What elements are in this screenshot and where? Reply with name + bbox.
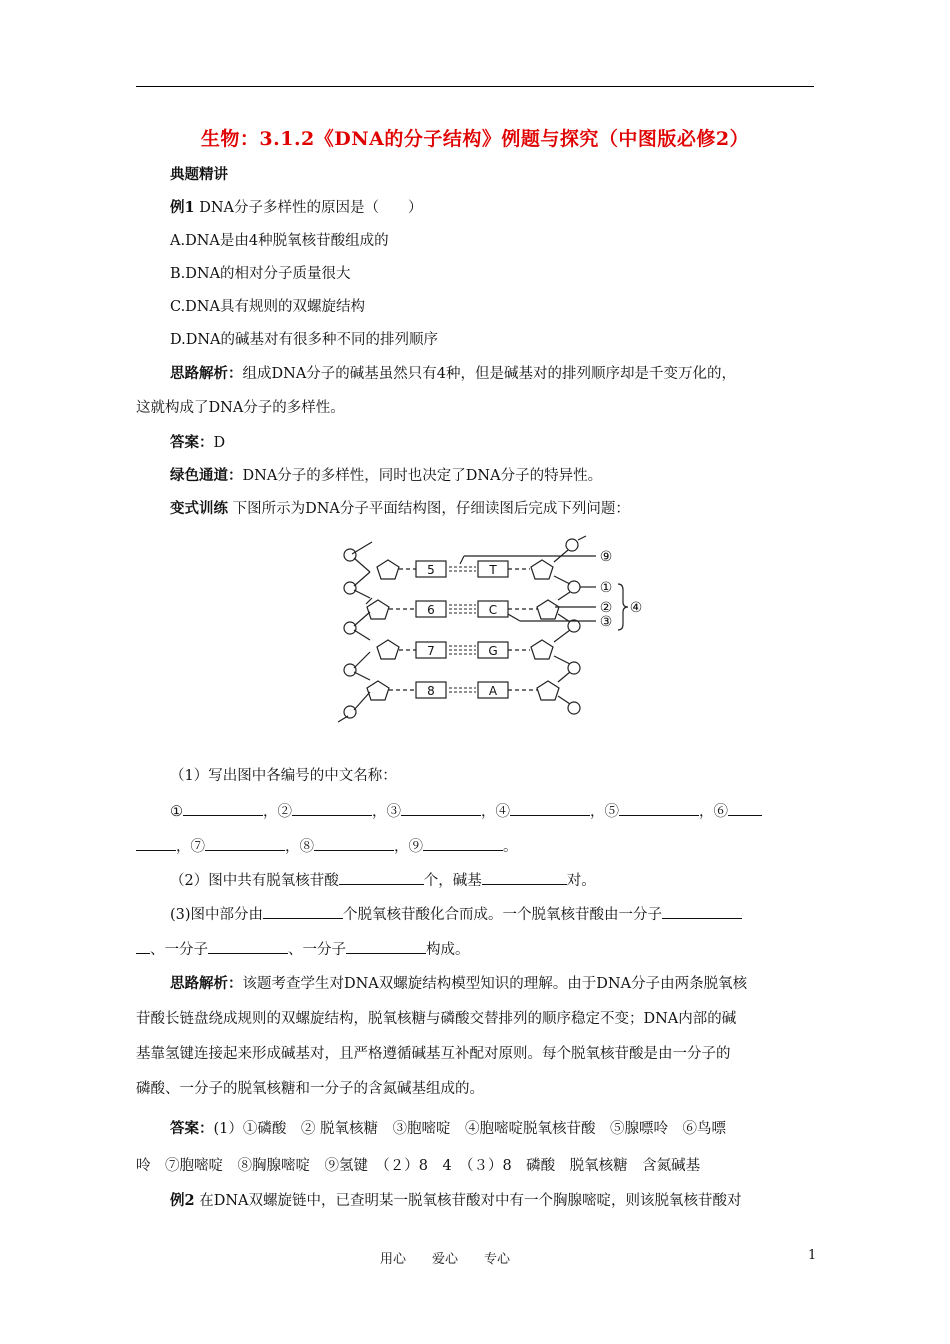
answer1-value: D [213,435,226,451]
base-label-t: T [489,563,497,577]
analysis1-line1 [170,364,816,384]
mark-3: ③ [386,804,401,820]
example2-label: 例2 [170,1192,195,1209]
q3-blank-2a[interactable] [662,904,742,919]
blank-4[interactable] [510,801,590,816]
variant-text: 下图所示为DNA分子平面结构图，仔细读图后完成下列问题： [228,501,630,517]
q2-part-a: （2）图中共有脱氧核苷酸 [170,873,339,889]
q3-part-b: 个脱氧核苷酸化合而成。一个脱氧核苷酸由一分子 [343,907,663,923]
q3-blank-2b[interactable] [136,939,150,954]
q3-part-e: 构成。 [426,942,470,958]
variant-training [170,499,816,519]
callout-4: ④ [629,600,643,616]
base-label-8: 8 [427,684,435,698]
base-label-g: G [488,644,498,658]
mark-8: ⑧ [299,839,314,855]
q3-part-a: (3)图中部分由 [170,907,264,923]
q2-part-b: 个，碱基 [423,873,482,889]
end-mark: 。 [503,839,518,855]
sep: ， [394,839,409,855]
mark-4: ④ [495,804,510,820]
answer1-label: 答案： [170,434,214,451]
blank-3[interactable] [401,801,481,816]
example1-question: DNA分子多样性的原因是（ ） [194,200,423,216]
q2-blank-2[interactable] [482,870,567,885]
q2-part-c: 对。 [566,873,596,889]
mark-5: ⑤ [604,804,619,820]
q2-blank-1[interactable] [339,870,424,885]
callout-2: ② [599,600,613,616]
base-label-c: C [488,603,498,617]
base-label-6: 6 [427,603,435,617]
base-label-5: 5 [427,563,435,577]
answer2-line1 [170,1119,816,1139]
question1-blanks-line1 [170,801,816,822]
blank-1[interactable] [183,801,263,816]
mark-9: ⑨ [408,839,423,855]
answer2-text: (1）①磷酸 ② 脱氧核糖 ③胞嘧啶 ④胞嘧啶脱氧核苷酸 ⑤腺嘌呤 ⑥鸟嘌 [213,1121,726,1137]
sep: ， [699,804,714,820]
analysis2-line4: 磷酸、一分子的脱氧核糖和一分子的含氮碱基组成的。 [136,1081,484,1097]
base-label-7: 7 [427,644,435,658]
analysis2-line2: 苷酸长链盘绕成规则的双螺旋结构，脱氧核糖与磷酸交替排列的顺序稳定不变；DNA内部的碱 [136,1011,737,1027]
sep: ， [481,804,496,820]
question1-blanks-line2 [136,836,816,857]
analysis2-line3: 基靠氢键连接起来形成碱基对，且严格遵循碱基互补配对原则。每个脱氧核苷酸是由一分子的 [136,1046,731,1062]
answer1 [170,433,816,453]
q3-part-c: 、一分子 [150,942,208,958]
green-channel-label: 绿色通道： [170,467,243,484]
blank-9[interactable] [423,836,503,851]
sep: ， [176,839,191,855]
footer-motto: 用心 爱心 专心 [380,1252,511,1267]
blank-6a[interactable] [728,801,762,816]
callout-1: ① [599,580,613,596]
blank-6b[interactable] [136,836,176,851]
blank-8[interactable] [314,836,394,851]
analysis2-line1 [170,974,816,994]
q3-blank-3[interactable] [208,939,288,954]
option-c: C.DNA具有规则的双螺旋结构 [170,299,365,315]
answer2-line2: 呤 ⑦胞嘧啶 ⑧胸腺嘧啶 ⑨氢键 （２）8 4 （３）8 磷酸 脱氧核糖 含氮碱基 [136,1158,701,1174]
analysis2-text: 该题考查学生对DNA双螺旋结构模型知识的理解。由于DNA分子由两条脱氧核 [242,976,748,992]
sep: ， [372,804,387,820]
analysis1-line2: 这就构成了DNA分子的多样性。 [136,400,345,416]
example2 [170,1191,816,1211]
page-title: 生物：3.1.2《DNA的分子结构》例题与探究（中图版必修2） [200,128,750,150]
sep: ， [285,839,300,855]
question3-line2 [136,939,816,960]
example1-label: 例1 [170,199,195,216]
option-d: D.DNA的碱基对有很多种不同的排列顺序 [170,332,439,348]
mark-1: ① [170,804,183,820]
option-b: B.DNA的相对分子质量很大 [170,266,351,282]
example1-stem [170,198,816,218]
base-label-a: A [488,684,498,698]
variant-label: 变式训练 [170,500,228,517]
blank-5[interactable] [619,801,699,816]
mark-7: ⑦ [190,839,205,855]
question1-text: （1）写出图中各编号的中文名称： [170,768,397,784]
callout-9: ⑨ [599,549,613,565]
blank-2[interactable] [292,801,372,816]
analysis2-label: 思路解析： [170,975,243,992]
blank-7[interactable] [205,836,285,851]
analysis1-text: 组成DNA分子的碱基虽然只有4种，但是碱基对的排列顺序却是千变万化的， [242,366,737,382]
mark-6: ⑥ [713,804,728,820]
analysis1-label: 思路解析： [170,365,243,382]
green-channel-text: DNA分子的多样性，同时也决定了DNA分子的特异性。 [242,468,603,484]
answer2-label: 答案： [170,1120,214,1137]
mark-2: ② [277,804,292,820]
dna-structure-diagram [330,534,650,724]
page-number: 1 [808,1248,817,1263]
example2-text: 在DNA双螺旋链中，已查明某一脱氧核苷酸对中有一个胸腺嘧啶，则该脱氧核苷酸对 [194,1193,742,1209]
q3-part-d: 、一分子 [288,942,346,958]
question2 [170,870,816,891]
question3-line1 [170,904,816,925]
sep: ， [263,804,278,820]
callout-3: ③ [599,614,613,630]
green-channel [170,466,816,486]
sep: ， [590,804,605,820]
option-a: A.DNA是由4种脱氧核苷酸组成的 [170,233,389,249]
header-rule [136,86,814,87]
section-heading: 典题精讲 [170,166,228,183]
q3-blank-4[interactable] [346,939,426,954]
q3-blank-1[interactable] [263,904,343,919]
